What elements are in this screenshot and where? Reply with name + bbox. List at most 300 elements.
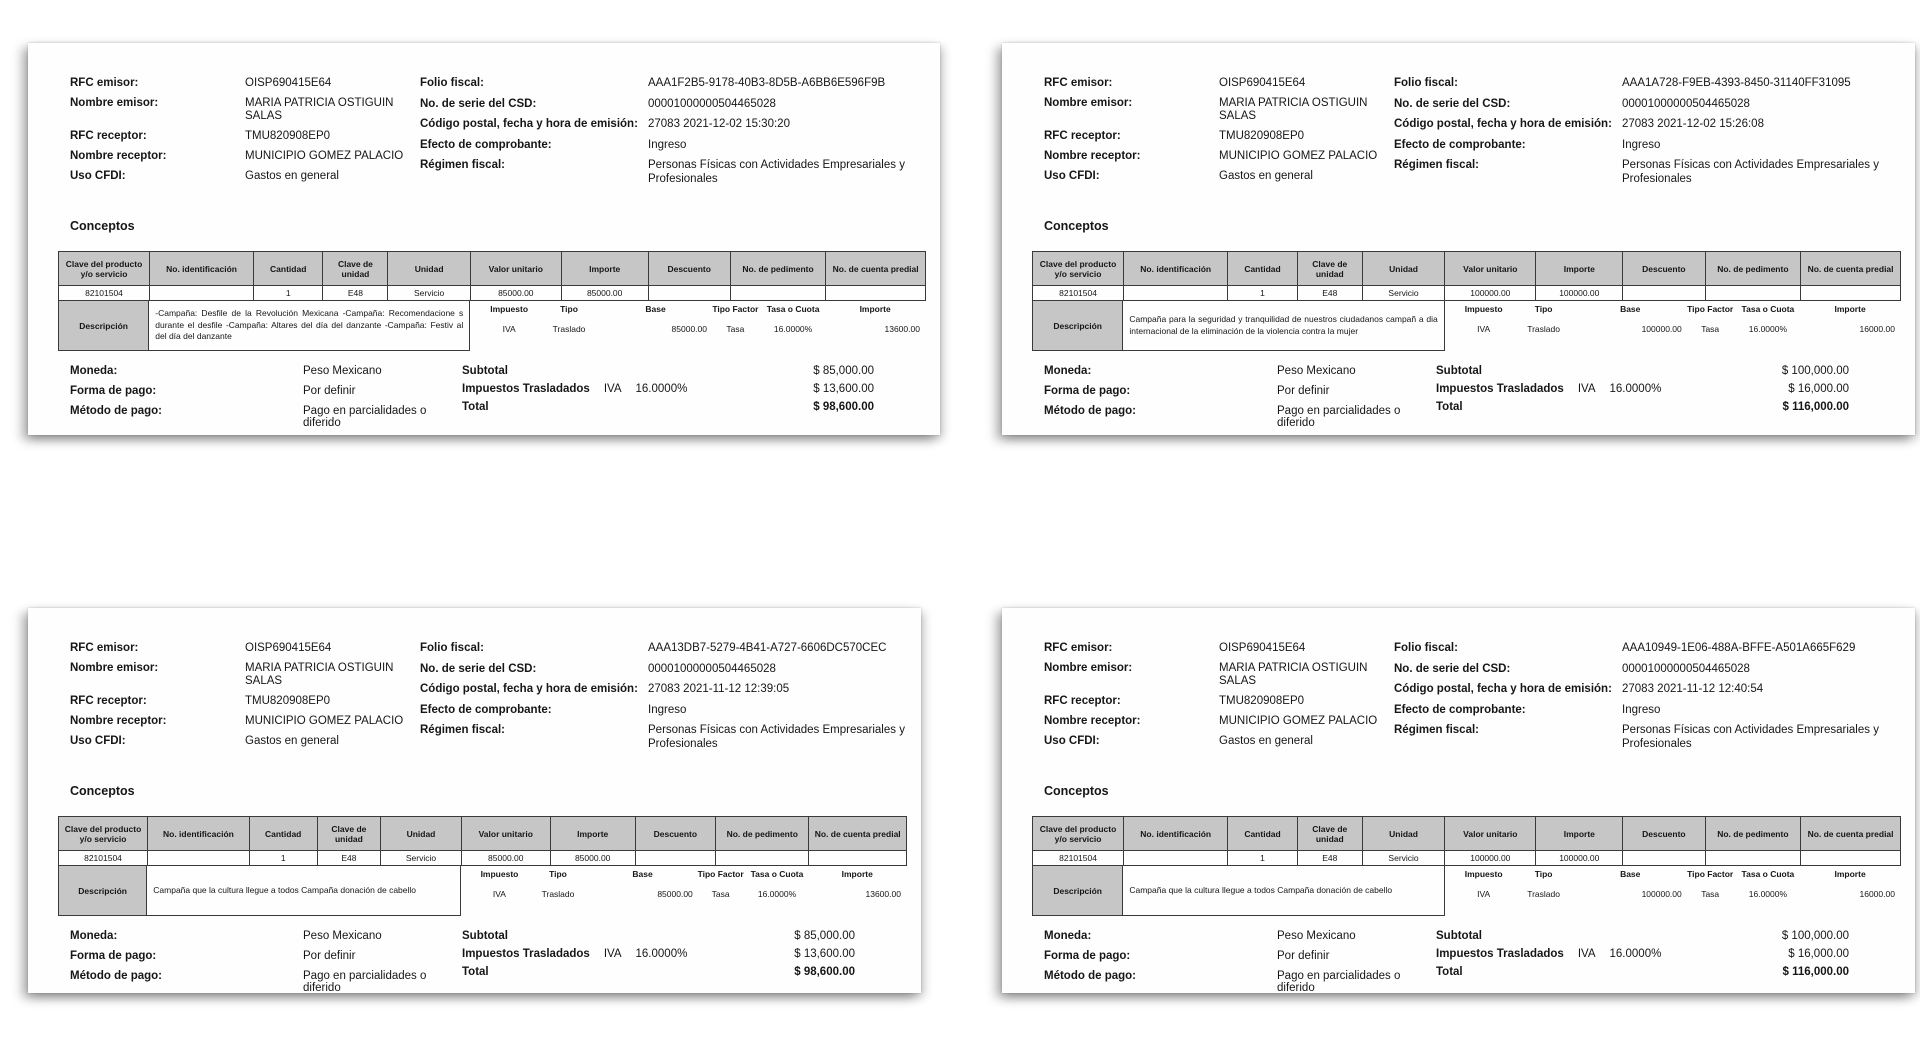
nombre-emisor-value: MARIA PATRICIA OSTIGUIN SALAS <box>245 97 394 122</box>
impuestos-trasladados-label: Impuestos Trasladados <box>462 383 590 395</box>
forma-pago-value: Por definir <box>1277 950 1330 962</box>
impuestos-trasladados-row <box>1436 948 1849 960</box>
conceptos-table-wrap <box>58 251 926 351</box>
cell-no-cuenta-predial <box>809 851 907 866</box>
cell-clave-unidad: E48 <box>1297 286 1362 301</box>
tax-impuesto-header: Impuesto <box>480 869 519 879</box>
no-serie-csd-row <box>420 663 916 677</box>
total-amount: $ 98,600.00 <box>813 401 874 413</box>
efecto-comprobante-label: Efecto de comprobante: <box>420 703 552 716</box>
rfc-emisor-row <box>1044 77 1394 90</box>
cell-no-identificacion <box>1124 851 1228 866</box>
moneda-value: Peso Mexicano <box>303 365 382 377</box>
conceptos-header-row <box>59 817 907 851</box>
col-no-identificacion: No. identificación <box>1124 817 1228 851</box>
folio-fiscal-label: Folio fiscal: <box>420 642 484 654</box>
cell-valor-unitario: 100000.00 <box>1445 851 1536 866</box>
cell-clave-unidad: E48 <box>317 851 381 866</box>
regimen-fiscal-label: Régimen fiscal: <box>1394 724 1479 736</box>
iva-rate: 16.0000% <box>1609 383 1662 395</box>
nombre-emisor-row <box>1044 662 1394 688</box>
col-no-pedimento: No. de pedimento <box>716 817 809 851</box>
conceptos-table <box>58 816 907 866</box>
rfc-receptor-label: RFC receptor: <box>1044 130 1121 142</box>
concepto-data-row <box>59 286 926 301</box>
rfc-emisor-row <box>70 642 420 655</box>
tax-importe-value: 16000.00 <box>1859 323 1895 334</box>
cell-descuento <box>1623 851 1705 866</box>
folio-fiscal-label: Folio fiscal: <box>1394 77 1458 89</box>
col-no-identificacion: No. identificación <box>1124 252 1228 286</box>
descripcion-label: Descripción <box>1033 301 1123 350</box>
descripcion-text: Campaña para la seguridad y tranquilidad de nuestros ciudadanos campañ a dia internacional de la eliminación de la violencia contra la mujer <box>1129 314 1438 336</box>
total-label: Total <box>1436 966 1463 978</box>
cell-unidad: Servicio <box>388 286 470 301</box>
col-no-pedimento: No. de pedimento <box>1705 252 1800 286</box>
col-descuento: Descuento <box>1623 252 1705 286</box>
payment-block <box>1044 365 1436 437</box>
efecto-comprobante-row <box>420 704 916 718</box>
tax-base-value: 100000.00 <box>1641 323 1682 334</box>
impuestos-trasladados-amount: $ 13,600.00 <box>813 383 874 395</box>
tax-tipo-value: Traslado <box>1527 888 1560 899</box>
invoice-body <box>28 608 921 1002</box>
cell-no-cuenta-predial <box>826 286 926 301</box>
regimen-fiscal-row <box>420 724 916 751</box>
invoice-header <box>1044 77 1891 193</box>
col-unidad: Unidad <box>1362 817 1444 851</box>
no-serie-csd-label: No. de serie del CSD: <box>420 662 537 675</box>
codigo-postal-label: Código postal, fecha y hora de emisión: <box>1394 118 1612 130</box>
rfc-receptor-value: TMU820908EP0 <box>245 695 331 707</box>
tax-tasa-cuota-value: 16.0000% <box>1748 323 1788 334</box>
col-valor-unitario: Valor unitario <box>1445 252 1536 286</box>
uso-cfdi-value: Gastos en general <box>245 170 339 182</box>
codigo-postal-row <box>1394 118 1891 132</box>
folio-fiscal-label: Folio fiscal: <box>1394 642 1458 654</box>
tax-tipo-value: Traslado <box>1527 323 1560 334</box>
conceptos-table <box>58 251 926 301</box>
nombre-emisor-row <box>1044 97 1394 123</box>
invoice-body <box>1002 608 1915 1002</box>
concepto-data-row <box>1033 286 1901 301</box>
regimen-fiscal-label: Régimen fiscal: <box>1394 159 1479 171</box>
subtotal-amount: $ 100,000.00 <box>1781 365 1849 377</box>
impuestos-trasladados-amount: $ 16,000.00 <box>1788 948 1849 960</box>
col-cantidad: Cantidad <box>249 817 317 851</box>
payment-block <box>70 365 462 437</box>
subtotal-row <box>1436 930 1849 942</box>
uso-cfdi-row <box>1044 170 1394 183</box>
cell-clave-producto: 82101504 <box>59 286 150 301</box>
no-serie-csd-label: No. de serie del CSD: <box>1394 97 1511 110</box>
col-clave-unidad: Clave de unidad <box>323 252 388 286</box>
uso-cfdi-label: Uso CFDI: <box>70 735 126 747</box>
conceptos-heading: Conceptos <box>70 784 135 798</box>
conceptos-heading: Conceptos <box>70 219 135 233</box>
moneda-row <box>1044 930 1436 942</box>
conceptos-heading: Conceptos <box>1044 219 1109 233</box>
moneda-value: Peso Mexicano <box>1277 365 1356 377</box>
subtotal-row <box>1436 365 1849 377</box>
tax-tipo-factor-header: Tipo Factor <box>1687 304 1734 314</box>
col-valor-unitario: Valor unitario <box>470 252 561 286</box>
fiscal-data-block <box>1394 77 1891 193</box>
total-row <box>1436 401 1849 413</box>
total-amount: $ 98,600.00 <box>794 966 855 978</box>
tax-tipo-factor-header: Tipo Factor <box>1687 869 1734 879</box>
cfdi-invoice-document <box>1002 43 1915 435</box>
invoice-body <box>28 43 940 437</box>
total-label: Total <box>462 401 489 413</box>
issuer-receiver-block <box>1044 642 1394 758</box>
col-valor-unitario: Valor unitario <box>1445 817 1536 851</box>
uso-cfdi-label: Uso CFDI: <box>1044 170 1100 182</box>
iva-rate: 16.0000% <box>635 383 688 395</box>
folio-fiscal-value: AAA13DB7-5279-4B41-A727-6606DC570CEC <box>648 642 887 654</box>
impuestos-trasladados-label: Impuestos Trasladados <box>1436 383 1564 395</box>
uso-cfdi-value: Gastos en general <box>1219 170 1313 182</box>
col-clave-unidad: Clave de unidad <box>317 817 381 851</box>
concepto-data-row <box>59 851 907 866</box>
descripcion-label: Descripción <box>59 866 147 915</box>
tax-tipo-factor-header: Tipo Factor <box>697 869 744 879</box>
descripcion-box <box>1032 301 1445 351</box>
conceptos-heading: Conceptos <box>1044 784 1109 798</box>
metodo-pago-label: Método de pago: <box>1044 970 1136 982</box>
iva-name: IVA <box>603 948 622 960</box>
col-no-pedimento: No. de pedimento <box>730 252 825 286</box>
concepto-data-row <box>1033 851 1901 866</box>
efecto-comprobante-label: Efecto de comprobante: <box>1394 138 1526 151</box>
cfdi-invoice-document <box>28 43 940 435</box>
moneda-value: Peso Mexicano <box>303 930 382 942</box>
subtotal-label: Subtotal <box>462 365 508 377</box>
invoice-footer <box>1044 365 1891 437</box>
conceptos-table <box>1032 816 1901 866</box>
descripcion-box <box>58 866 461 916</box>
rfc-receptor-value: TMU820908EP0 <box>1219 130 1305 142</box>
descripcion-and-tax-row <box>58 301 926 351</box>
nombre-receptor-label: Nombre receptor: <box>1044 150 1141 162</box>
col-no-identificacion: No. identificación <box>150 252 254 286</box>
metodo-pago-value: Pago en parcialidades o diferido <box>303 405 427 429</box>
tax-importe-header: Importe <box>1834 304 1866 314</box>
tax-block <box>470 301 926 351</box>
descripcion-and-tax-row <box>1032 301 1901 351</box>
tax-impuesto-value: IVA <box>492 888 506 899</box>
regimen-fiscal-label: Régimen fiscal: <box>420 724 505 736</box>
rfc-emisor-value: OISP690415E64 <box>245 642 332 654</box>
no-serie-csd-value: 00001000000504465028 <box>1622 97 1750 110</box>
cell-clave-unidad: E48 <box>323 286 388 301</box>
tax-impuesto-value: IVA <box>1477 888 1491 899</box>
uso-cfdi-value: Gastos en general <box>1219 735 1313 747</box>
nombre-receptor-row <box>1044 715 1394 728</box>
cell-clave-unidad: E48 <box>1297 851 1362 866</box>
rfc-emisor-label: RFC emisor: <box>70 77 139 89</box>
uso-cfdi-row <box>70 170 420 183</box>
descripcion-and-tax-row <box>58 866 907 916</box>
tax-tipo-factor-header: Tipo Factor <box>712 304 759 314</box>
rfc-receptor-row <box>70 130 420 143</box>
nombre-emisor-value: MARIA PATRICIA OSTIGUIN SALAS <box>245 662 394 687</box>
forma-pago-label: Forma de pago: <box>70 950 157 962</box>
col-cantidad: Cantidad <box>254 252 323 286</box>
iva-name: IVA <box>1577 948 1596 960</box>
forma-pago-value: Por definir <box>303 385 356 397</box>
tax-grid <box>480 305 924 334</box>
fiscal-data-block <box>420 77 916 193</box>
col-importe: Importe <box>561 252 648 286</box>
efecto-comprobante-value: Ingreso <box>1622 703 1661 716</box>
col-clave-unidad: Clave de unidad <box>1297 817 1362 851</box>
cell-importe: 85000.00 <box>550 851 635 866</box>
forma-pago-label: Forma de pago: <box>1044 385 1131 397</box>
rfc-emisor-label: RFC emisor: <box>1044 642 1113 654</box>
forma-pago-row <box>70 950 462 962</box>
metodo-pago-row <box>1044 970 1436 994</box>
no-serie-csd-label: No. de serie del CSD: <box>420 97 537 110</box>
impuestos-trasladados-amount: $ 16,000.00 <box>1788 383 1849 395</box>
tax-tasa-cuota-value: 16.0000% <box>1748 888 1788 899</box>
impuestos-trasladados-row <box>462 383 874 395</box>
subtotal-amount: $ 85,000.00 <box>794 930 855 942</box>
tax-block <box>1445 866 1901 916</box>
nombre-emisor-label: Nombre emisor: <box>1044 662 1133 674</box>
forma-pago-label: Forma de pago: <box>1044 950 1131 962</box>
issuer-receiver-block <box>1044 77 1394 193</box>
subtotal-label: Subtotal <box>1436 930 1482 942</box>
rfc-emisor-row <box>70 77 420 90</box>
rfc-receptor-value: TMU820908EP0 <box>245 130 331 142</box>
descripcion-text: Campaña que la cultura llegue a todos Campaña donación de cabello <box>1129 884 1393 895</box>
tax-tasa-cuota-header: Tasa o Cuota <box>750 869 804 879</box>
nombre-receptor-label: Nombre receptor: <box>70 715 167 727</box>
total-amount: $ 116,000.00 <box>1782 401 1849 413</box>
forma-pago-row <box>70 385 462 397</box>
tax-base-header: Base <box>632 869 653 879</box>
no-serie-csd-row <box>1394 663 1891 677</box>
codigo-postal-label: Código postal, fecha y hora de emisión: <box>420 683 638 695</box>
totals-block <box>1436 365 1891 437</box>
col-unidad: Unidad <box>381 817 462 851</box>
no-serie-csd-row <box>420 98 916 112</box>
no-serie-csd-value: 00001000000504465028 <box>1622 662 1750 675</box>
efecto-comprobante-row <box>420 139 916 153</box>
tax-importe-value: 16000.00 <box>1859 888 1895 899</box>
conceptos-header-row <box>59 252 926 286</box>
rfc-receptor-label: RFC receptor: <box>1044 695 1121 707</box>
subtotal-row <box>462 365 874 377</box>
col-clave-producto: Clave del producto y/o servicio <box>59 252 150 286</box>
cell-descuento <box>1623 286 1705 301</box>
col-descuento: Descuento <box>1623 817 1705 851</box>
col-no-cuenta-predial: No. de cuenta predial <box>809 817 907 851</box>
descripcion-box <box>58 301 470 351</box>
tax-block <box>1445 301 1901 351</box>
fiscal-data-block <box>420 642 916 758</box>
cell-descuento <box>648 286 730 301</box>
rfc-receptor-row <box>1044 695 1394 708</box>
folio-fiscal-row <box>420 77 916 91</box>
tax-tasa-cuota-header: Tasa o Cuota <box>1741 869 1795 879</box>
rfc-receptor-row <box>70 695 420 708</box>
invoice-body <box>1002 43 1915 437</box>
nombre-emisor-row <box>70 662 420 688</box>
conceptos-table-wrap <box>58 816 907 916</box>
cell-cantidad: 1 <box>1228 286 1297 301</box>
regimen-fiscal-value: Personas Físicas con Actividades Empresariales y Profesionales <box>1622 724 1879 750</box>
tax-grid <box>471 870 905 899</box>
descripcion-text: -Campaña: Desfile de la Revolución Mexicana -Campaña: Recomendacione s durante el desfile -Campaña: Altares del día del danzante -Campaña: Festiv al del día del danzante <box>155 308 464 342</box>
tax-importe-header: Importe <box>1834 869 1866 879</box>
tax-tipo-value: Traslado <box>541 888 575 899</box>
nombre-receptor-row <box>70 715 420 728</box>
no-serie-csd-row <box>1394 98 1891 112</box>
uso-cfdi-label: Uso CFDI: <box>1044 735 1100 747</box>
tax-tipo-factor-value: Tasa <box>1701 323 1720 334</box>
col-cantidad: Cantidad <box>1228 817 1297 851</box>
nombre-receptor-value: MUNICIPIO GOMEZ PALACIO <box>245 715 404 727</box>
total-label: Total <box>462 966 489 978</box>
no-serie-csd-value: 00001000000504465028 <box>648 662 776 675</box>
tax-impuesto-header: Impuesto <box>1464 869 1503 879</box>
tax-tipo-header: Tipo <box>1534 304 1553 314</box>
subtotal-amount: $ 85,000.00 <box>813 365 874 377</box>
moneda-label: Moneda: <box>1044 365 1092 377</box>
metodo-pago-label: Método de pago: <box>70 970 162 982</box>
cell-cantidad: 1 <box>254 286 323 301</box>
tax-impuesto-value: IVA <box>1477 323 1491 334</box>
conceptos-header-row <box>1033 817 1901 851</box>
folio-fiscal-label: Folio fiscal: <box>420 77 484 89</box>
tax-tasa-cuota-value: 16.0000% <box>773 323 813 334</box>
nombre-emisor-value: MARIA PATRICIA OSTIGUIN SALAS <box>1219 662 1368 687</box>
tax-impuesto-header: Impuesto <box>1464 304 1503 314</box>
total-label: Total <box>1436 401 1463 413</box>
tax-base-header: Base <box>1620 304 1641 314</box>
cell-importe: 85000.00 <box>561 286 648 301</box>
impuestos-trasladados-label: Impuestos Trasladados <box>1436 948 1564 960</box>
col-no-cuenta-predial: No. de cuenta predial <box>1801 817 1901 851</box>
codigo-postal-label: Código postal, fecha y hora de emisión: <box>1394 683 1612 695</box>
iva-name: IVA <box>1577 383 1596 395</box>
codigo-postal-row <box>1394 683 1891 697</box>
rfc-receptor-value: TMU820908EP0 <box>1219 695 1305 707</box>
subtotal-label: Subtotal <box>1436 365 1482 377</box>
subtotal-label: Subtotal <box>462 930 508 942</box>
invoice-footer <box>70 930 897 1002</box>
cell-no-identificacion <box>150 286 254 301</box>
tax-tasa-cuota-header: Tasa o Cuota <box>1741 304 1795 314</box>
col-clave-producto: Clave del producto y/o servicio <box>1033 252 1124 286</box>
tax-impuesto-header: Impuesto <box>490 304 529 314</box>
invoice-footer <box>1044 930 1891 1002</box>
nombre-emisor-label: Nombre emisor: <box>70 662 159 674</box>
cell-no-identificacion <box>148 851 250 866</box>
rfc-emisor-value: OISP690415E64 <box>1219 77 1306 89</box>
nombre-receptor-value: MUNICIPIO GOMEZ PALACIO <box>245 150 404 162</box>
uso-cfdi-value: Gastos en general <box>245 735 339 747</box>
rfc-receptor-label: RFC receptor: <box>70 695 147 707</box>
nombre-emisor-label: Nombre emisor: <box>1044 97 1133 109</box>
moneda-value: Peso Mexicano <box>1277 930 1356 942</box>
tax-tipo-header: Tipo <box>560 304 578 314</box>
cell-valor-unitario: 100000.00 <box>1445 286 1536 301</box>
codigo-postal-row <box>420 118 916 132</box>
conceptos-table <box>1032 251 1901 301</box>
payment-block <box>1044 930 1436 1002</box>
col-no-pedimento: No. de pedimento <box>1705 817 1800 851</box>
forma-pago-label: Forma de pago: <box>70 385 157 397</box>
col-unidad: Unidad <box>1362 252 1444 286</box>
moneda-row <box>70 930 462 942</box>
col-descuento: Descuento <box>648 252 730 286</box>
nombre-receptor-row <box>70 150 420 163</box>
cell-importe: 100000.00 <box>1536 851 1623 866</box>
folio-fiscal-value: AAA10949-1E06-488A-BFFE-A501A665F629 <box>1622 642 1856 654</box>
cell-no-pedimento <box>716 851 809 866</box>
moneda-label: Moneda: <box>70 930 118 942</box>
cell-importe: 100000.00 <box>1536 286 1623 301</box>
efecto-comprobante-value: Ingreso <box>1622 138 1661 151</box>
descripcion-text: Campaña que la cultura llegue a todos Campaña donación de cabello <box>153 884 417 895</box>
regimen-fiscal-value: Personas Físicas con Actividades Empresariales y Profesionales <box>648 724 905 750</box>
metodo-pago-row <box>70 405 462 429</box>
subtotal-row <box>462 930 855 942</box>
metodo-pago-value: Pago en parcialidades o diferido <box>1277 970 1401 994</box>
regimen-fiscal-label: Régimen fiscal: <box>420 159 505 171</box>
col-importe: Importe <box>1536 817 1623 851</box>
total-row <box>462 401 874 413</box>
nombre-emisor-value: MARIA PATRICIA OSTIGUIN SALAS <box>1219 97 1368 122</box>
tax-block <box>461 866 907 916</box>
conceptos-table-wrap <box>1032 251 1901 351</box>
metodo-pago-label: Método de pago: <box>70 405 162 417</box>
tax-tipo-factor-value: Tasa <box>726 323 745 334</box>
moneda-row <box>70 365 462 377</box>
tax-tipo-factor-value: Tasa <box>1701 888 1720 899</box>
descripcion-label: Descripción <box>1033 866 1123 915</box>
subtotal-amount: $ 100,000.00 <box>1781 930 1849 942</box>
moneda-label: Moneda: <box>1044 930 1092 942</box>
nombre-receptor-label: Nombre receptor: <box>70 150 167 162</box>
conceptos-header-row <box>1033 252 1901 286</box>
folio-fiscal-row <box>1394 77 1891 91</box>
tax-tasa-cuota-header: Tasa o Cuota <box>766 304 820 314</box>
col-clave-producto: Clave del producto y/o servicio <box>59 817 148 851</box>
cell-unidad: Servicio <box>381 851 462 866</box>
cell-no-identificacion <box>1124 286 1228 301</box>
tax-importe-header: Importe <box>859 304 891 314</box>
tax-base-value: 85000.00 <box>671 323 707 334</box>
impuestos-trasladados-row <box>462 948 855 960</box>
regimen-fiscal-row <box>1394 724 1891 751</box>
regimen-fiscal-row <box>1394 159 1891 186</box>
folio-fiscal-row <box>420 642 916 656</box>
rfc-emisor-value: OISP690415E64 <box>1219 642 1306 654</box>
nombre-emisor-label: Nombre emisor: <box>70 97 159 109</box>
tax-tipo-value: Traslado <box>552 323 586 334</box>
invoice-header <box>70 77 916 193</box>
impuestos-trasladados-label: Impuestos Trasladados <box>462 948 590 960</box>
codigo-postal-value: 27083 2021-11-12 12:40:54 <box>1622 683 1764 695</box>
forma-pago-value: Por definir <box>1277 385 1330 397</box>
cell-no-pedimento <box>730 286 825 301</box>
cell-valor-unitario: 85000.00 <box>461 851 550 866</box>
col-no-identificacion: No. identificación <box>148 817 250 851</box>
